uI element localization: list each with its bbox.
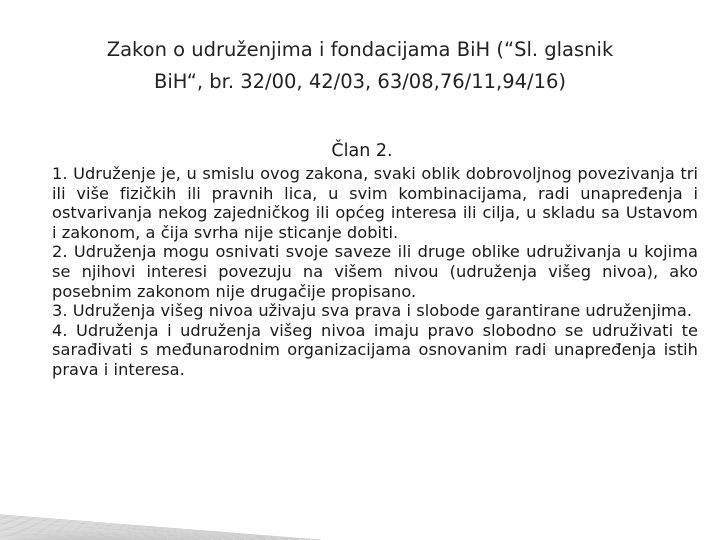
- title-line-2: BiH“, br. 32/00, 42/03, 63/08,76/11,94/16): [153, 70, 567, 93]
- article-body: [52, 164, 698, 380]
- paragraph-2: 2. Udruženja mogu osnivati svoje saveze ili druge oblike udruživanja u kojima se njihovi interesi povezuju na višem nivou (udruženja višeg nivoa), ako posebnim zakonom nije drugačije propisano.: [52, 242, 698, 301]
- corner-decoration: [0, 476, 720, 540]
- paragraph-1: 1. Udruženje je, u smislu ovog zakona, svaki oblik dobrovoljnog povezivanja tri ili više fizičkih ili pravnih lica, u svim kombinacijama, radi unapređenja i ostvarivanja nekog zajedničkog ili općeg interesa ili cilja, u skladu sa Ustavom i zakonom, a čija svrha nije sticanje dobiti.: [52, 164, 698, 242]
- paragraph-4: 4. Udruženja i udruženja višeg nivoa imaju pravo slobodno se udruživati te sarađivati s međunarodnim organizacijama osnovanim radi unapređenja istih prava i interesa.: [52, 320, 698, 379]
- paragraph-3: 3. Udruženja višeg nivoa uživaju sva prava i slobode garantirane udruženjima.: [52, 301, 693, 321]
- article-heading: Član 2.: [331, 141, 393, 161]
- slide-title: [30, 34, 690, 98]
- title-line-1: Zakon o udruženjima i fondacijama BiH (“Sl. glasnik: [106, 38, 614, 61]
